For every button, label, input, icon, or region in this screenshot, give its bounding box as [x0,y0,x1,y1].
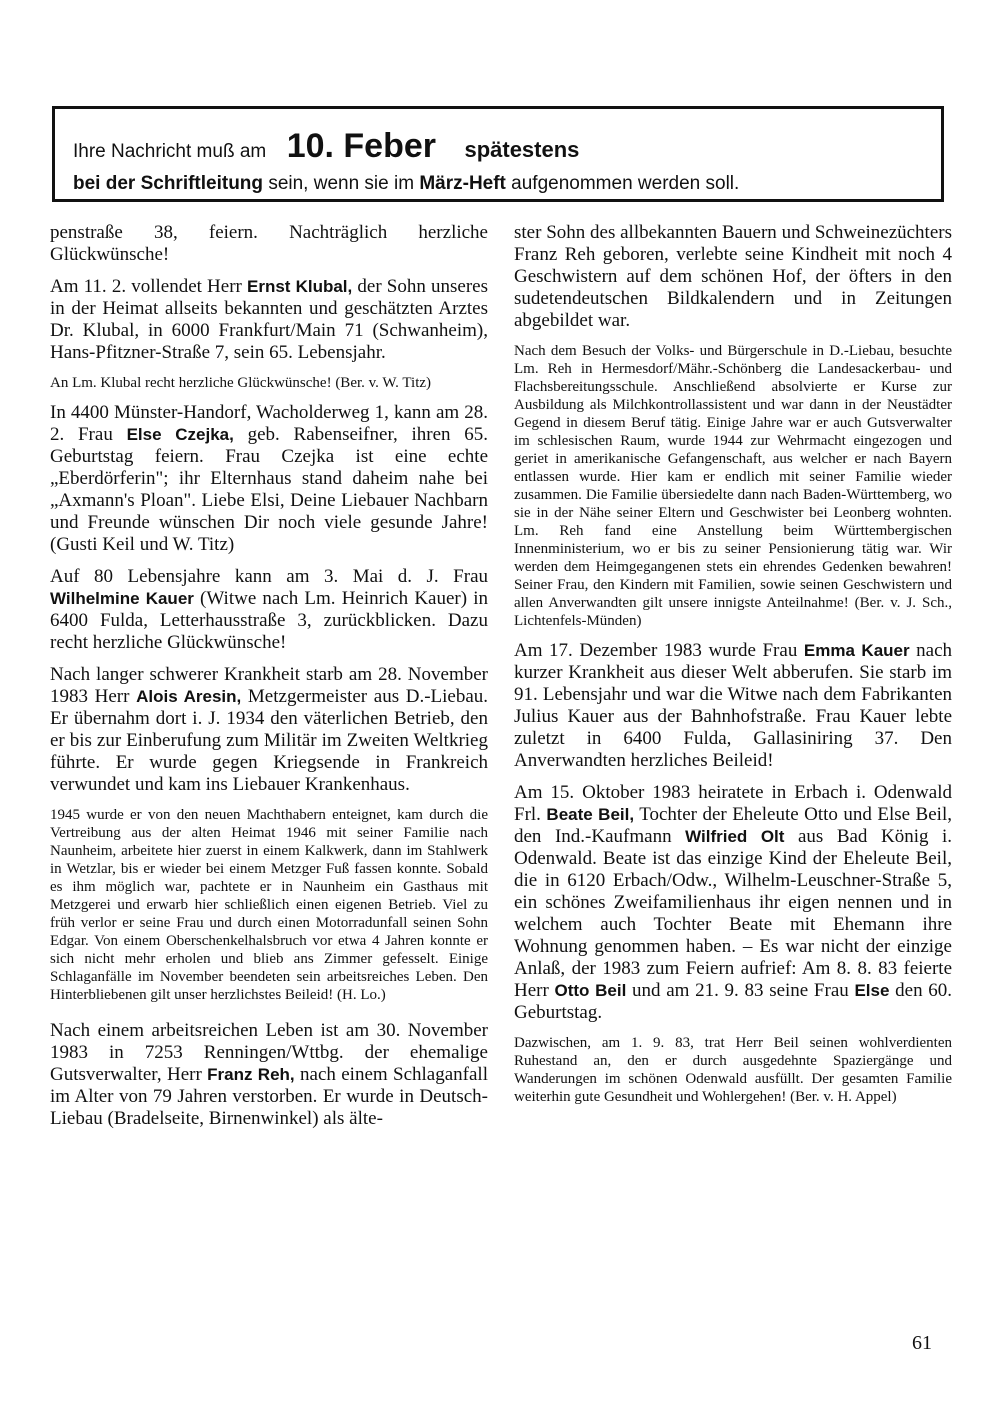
article-paragraph: Am 17. Dezember 1983 wurde Frau Emma Kauer nach kurzer Krankheit aus dieser Welt abberufen. Sie starb im 91. Lebensjahr und war die Witwe nach dem Fabrikanten Julius Kauer aus der Bahnhofstraße. Frau Kauer lebte zuletzt in 6400 Fulda, Gallasiniring 37. Den Anverwandten herzliches Beileid! [514,640,953,771]
article-paragraph: Am 15. Oktober 1983 heiratete in Erbach i. Odenwald Frl. Beate Beil, Tochter der Eheleute Otto und Else Beil, den Ind.-Kaufmann Wilfried Olt aus Bad König i. Odenwald. Beate ist das einzige Kind der Eheleute Beil, die in 6120 Erbach/Odw., Wilhelm-Leuschner-Straße 5, ein schönes Zweifamilienhaus ihr eigen nennen und in welchem auch Tochter Beate mit Ehemann ihre Wohnung genommen haben. – Es war nicht der einzige Anlaß, der 1983 zum Feiern aufrief: Am 8. 8. 83 feierte Herr Otto Beil und am 21. 9. 83 seine Frau Else den 60. Geburtstag. [514,782,953,1023]
article-paragraph: An Lm. Klubal recht herzliche Glückwünsche! (Ber. v. W. Titz) [50,375,432,391]
person-name: Emma Kauer [803,641,910,660]
notice-date: 10. Feber [286,127,436,165]
person-name: Wilhelmine Kauer [50,589,194,608]
notice-prefix: Ihre Nachricht muß am [73,141,267,162]
person-name: Otto Beil [554,981,627,1000]
article-paragraph: Auf 80 Lebensjahre kann am 3. Mai d. J. Frau Wilhelmine Kauer (Witwe nach Lm. Heinrich Kauer) in 6400 Fulda, Letterhausstraße 3, zurückblicken. Dazu recht herzliche Glückwünsche! [50,566,488,653]
person-name: Franz Reh, [207,1065,295,1084]
notice-issue: März-Heft [419,173,506,194]
person-name: Ernst Klubal, [247,277,353,296]
person-name: Alois Aresin, [136,687,242,706]
deadline-notice-box [52,106,944,202]
left-column [50,222,488,1140]
person-name: Wilfried Olt [685,827,785,846]
person-name: Beate Beil, [546,805,635,824]
right-column [514,222,952,1116]
article-paragraph: Nach einem arbeitsreichen Leben ist am 30. November 1983 in 7253 Renningen/Wttbg. der ehemalige Gutsverwalter, Herr Franz Reh, nach einem Schlaganfall im Alter von 79 Jahren verstorben. Er wurde in Deutsch-Liebau (Bradelseite, Birnenwinkel) als älte- [50,1020,488,1129]
notice-mid: sein, wenn sie im [268,173,415,194]
article-paragraph: Am 11. 2. vollendet Herr Ernst Klubal, der Sohn unseres in der Heimat allseits bekannten und geschätzten Arztes Dr. Klubal, in 6000 Frankfurt/Main 71 (Schwanheim), Hans-Pfitzner-Straße 7, sein 65. Lebensjahr. [50,276,488,363]
article-paragraph: Nach dem Besuch der Volks- und Bürgerschule in D.-Liebau, besuchte Lm. Reh in Hermesdorf/Mähr.-Schönberg die Landesackerbau- und Flachsbereitungsschule. Anschließend absolvierte er Kurse zur Ausbildung als Milchkontrollassistent und war dann in der Neustädter Gegend in diesem Beruf tätig. Einige Jahre war er auch Gutsverwalter im schlesischen Raum, wurde 1944 zur Wehrmacht eingezogen und geriet in amerikanische Gefangenschaft, aus welcher er nach Bayern entlassen wurde. Hier kam er endlich mit seiner Familie wieder zusammen. Die Familie übersiedelte dann nach Baden-Württemberg, wo sie in der Nähe seiner Eltern und Geschwister bei Leonberg wohnten. Lm. Reh fand eine Anstellung beim Württembergischen Innenministerium, wo er bis zu seiner Pensionierung tätig war. Wir werden dem Heimgegangenen stets ein ehrendes Gedenken bewahren! Seiner Frau, den Kindern mit Familien, sowie seinen Geschwistern und allen Anverwandten gilt unsere innigste Anteilnahme! (Ber. v. J. Sch., Lichtenfels-Münden) [514,343,952,629]
notice-line-1 [73,127,579,166]
page-number: 61 [912,1332,932,1354]
person-name: Else Czejka, [126,425,234,444]
notice-suffix: aufgenommen werden soll. [511,173,740,194]
article-paragraph: ster Sohn des allbekannten Bauern und Schweinezüchters Franz Reh geboren, verlebte seine Kindheit mit noch 4 Geschwistern auf dem schönen Hof, der öfters in den sudetendeutschen Bildkalendern und in Zeitungen abgebildet war. [514,222,952,331]
article-paragraph: Dazwischen, am 1. 9. 83, trat Herr Beil seinen wohlverdienten Ruhestand an, den er durch ausgedehnte Spaziergänge und Wanderungen im schönen Odenwald ausfüllt. Der gesamten Familie weiterhin gute Gesundheit und Wohlergehen! (Ber. v. H. Appel) [514,1035,952,1105]
notice-deadline-word: spätestens [464,137,580,162]
person-name: Else [854,981,890,1000]
notice-line-2 [73,173,739,195]
article-paragraph: In 4400 Münster-Handorf, Wacholderweg 1, kann am 28. 2. Frau Else Czejka, geb. Rabenseifner, ihren 65. Geburtstag feiern. Frau Czejka ist eine echte „Eberdörferin"; ihr Elternhaus stand daheim nahe bei „Axmann's Ploan". Liebe Elsi, Deine Liebauer Nachbarn und Freunde wünschen Dir noch viele gesunde Jahre! (Gusti Keil und W. Titz) [50,402,489,555]
article-paragraph: 1945 wurde er von den neuen Machthabern enteignet, kam durch die Vertreibung aus der alten Heimat 1946 mit seiner Familie nach Naunheim, arbeitete hier zuerst in einem Kalkwerk, dann im Stahlwerk in Wetzlar, bis er wieder bei einem Metzger Fuß fassen konnte. Sobald es ihm möglich war, pachtete er in Naunheim ein Gasthaus mit Metzgerei und erwarb hier schließlich einen eigenen Betrieb. Viel zu früh verlor er seine Frau und durch einen Motorradunfall seinen Sohn Edgar. Von einem Oberschenkelhalsbruch vor etwa 4 Jahren konnte er sich nicht mehr erholen und blieb ans Zimmer gefesselt. Einige Schlaganfälle im November beendeten sein arbeitsreiches Leben. Den Hinterbliebenen gilt unser herzlichstes Beileid! (H. Lo.) [50,807,488,1003]
article-paragraph: Nach langer schwerer Krankheit starb am 28. November 1983 Herr Alois Aresin, Metzgermeister aus D.-Liebau. Er übernahm dort i. J. 1934 den väterlichen Betrieb, den er bis zur Einberufung zum Militär im Zweiten Weltkrieg führte. Er wurde gegen Kriegsende in Frankreich verwundet und kam ins Liebauer Krankenhaus. [50,664,489,795]
notice-dept: bei der Schriftleitung [73,173,264,194]
article-paragraph: penstraße 38, feiern. Nachträglich herzliche Glückwünsche! [50,222,488,265]
